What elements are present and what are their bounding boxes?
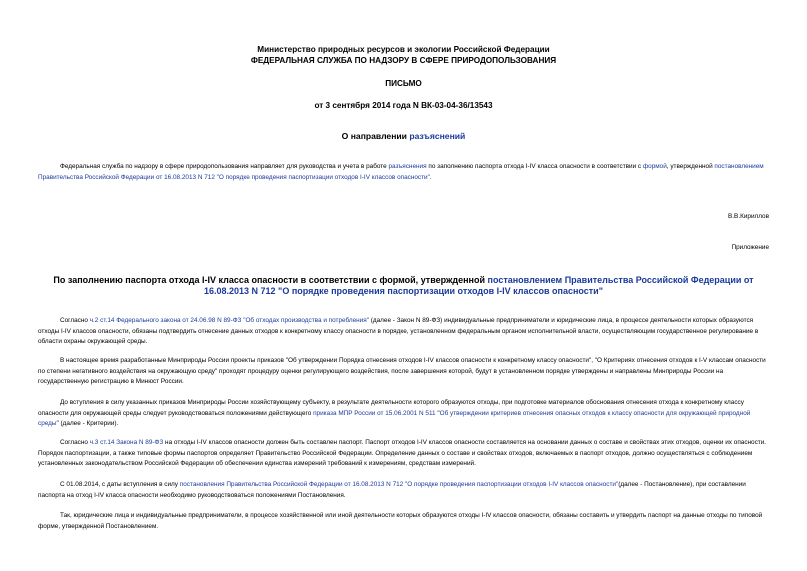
intro-text-3: , утвержденной [666, 163, 715, 170]
appendix-title-link[interactable]: постановлением Правительства Российской Федерации от 16.08.2013 N 712 "О порядке проведения паспортизации отходов I-IV классов опасности" [203, 275, 754, 296]
appendix-title [38, 275, 769, 297]
intro-text-1: Федеральная служба по надзору в сфере природопользования направляет для руководства и учета в работе [60, 163, 389, 170]
paragraph-5 [38, 480, 769, 501]
subject-line [0, 131, 807, 141]
p5-text-2: (далее - Постановление), при составлении паспорта на отход I-IV класса опасности необходимо руководствоваться положениями Постановления. [38, 481, 746, 499]
p3-text-3: " (далее - Критерии). [56, 420, 119, 428]
intro-text-2: по заполнению паспорта отхода I-IV класса опасности в соответствии с [426, 163, 643, 170]
ministry-name: Министерство природных ресурсов и экологии Российской Федерации [257, 45, 550, 54]
p1-link-article[interactable]: ч.2 ст.14 [89, 317, 115, 324]
p3-link-order[interactable]: приказа МПР России от 15.06.2001 N 511 [313, 409, 436, 417]
p3-text-2: " [435, 409, 440, 417]
intro-paragraph [38, 162, 769, 183]
p4-text-2: на отходы I-IV классов опасности должен быть составлен паспорт. Паспорт отходов I-IV классов опасности составляется на основании данных о составе и свойствах этих отходов, оценки их опасности. Порядок паспортизации, а также типовые формы паспортов определяет Правительство Российской Федерации. Определение данных о составе и свойствах отходов, включаемых в паспорт отходов, должно осуществляться с соблюдением установленных законодательством Российской Федерации об обеспечении единства измерений требований к измерениям, средствам измерений. [38, 439, 767, 468]
service-name: ФЕДЕРАЛЬНАЯ СЛУЖБА ПО НАДЗОРУ В СФЕРЕ ПРИРОДОПОЛЬЗОВАНИЯ [250, 56, 557, 65]
p1-text-1: Согласно [60, 317, 90, 324]
p4-link-article[interactable]: ч.3 ст.14 Закона N 89-ФЗ [89, 439, 164, 446]
appendix-title-text: По заполнению паспорта отхода I-IV класса опасности в соответствии с формой, утвержденной [53, 275, 488, 285]
p5-text-1: С 01.08.2014, с даты вступления в силу [60, 481, 180, 488]
paragraph-1 [38, 316, 769, 348]
doc-type: ПИСЬМО [385, 79, 422, 88]
intro-link-resolution[interactable]: постановлением Правительства Российской Федерации от 16.08.2013 N 712 "О порядке проведения паспортизации отходов I-IV классов опасности" [38, 163, 764, 181]
p1-text-3: (далее - Закон N 89-ФЗ) индивидуальные предприниматели и юридические лица, в процессе деятельности которых образуются отходы I-IV классов опасности, обязаны подтвердить отнесение данных отходов к конкретному классу опасности в порядке, установленном федеральным органом исполнительной власти, осуществляющим государственное регулирование в области охраны окружающей среды. [38, 317, 759, 346]
appendix-label: Приложение [731, 244, 769, 251]
p5-link-resolution[interactable]: постановления Правительства Российской Федерации от 16.08.2013 N 712 "О порядке проведения паспортизации отходов I-IV классов опасности" [179, 481, 619, 488]
intro-link-form[interactable]: формой [642, 163, 667, 170]
subject-prefix: О направлении [341, 131, 410, 141]
p3-text-1: До вступления в силу указанных приказов Минприроды России хозяйствующему субъекту, в результате деятельности которого образуются отходы, при подготовке материалов обоснования отнесения отхода к конкретному классу опасности для окружающей среды следует руководствоваться положениями действующего [38, 399, 744, 417]
subject-link[interactable]: разъяснений [409, 131, 466, 141]
p4-text-1: Согласно [60, 439, 90, 446]
paragraph-3 [38, 398, 769, 430]
doc-date: от 3 сентября 2014 года N ВК-03-04-36/13543 [314, 101, 493, 110]
paragraph-2: В настоящее время разработанные Минприроды России проекты приказов "Об утверждении Порядка отнесения отходов I-IV классов опасности к конкретному классу опасности", "О Критериях отнесения отходов к I-V классам опасности по степени негативного воздействия на окружающую среду" проходят процедуру оценки регулирующего воздействия, после завершения которой, будут в установленном порядке утверждены и направлены Минприроды России на государственную регистрацию в Минюст России. [38, 357, 766, 386]
paragraph-6: Так, юридические лица и индивидуальные предприниматели, в процессе хозяйственной или иной деятельности которых образуются отходы I-IV классов опасности, обязаны составить и утвердить паспорт на данные отходы по типовой форме, утвержденной Постановлением. [38, 512, 763, 530]
intro-link-explanations[interactable]: разъяснения [388, 163, 427, 170]
intro-text-4: . [429, 173, 432, 181]
p3-link-criteria[interactable]: Об утверждении критериев отнесения опасных отходов к классу опасности для окружающей природной среды [38, 409, 751, 428]
paragraph-4 [38, 438, 769, 470]
signature: В.В.Кириллов [728, 213, 769, 220]
p1-link-law[interactable]: Федерального закона от 24.06.98 N 89-ФЗ "Об отходах производства и потребления" [116, 317, 369, 324]
